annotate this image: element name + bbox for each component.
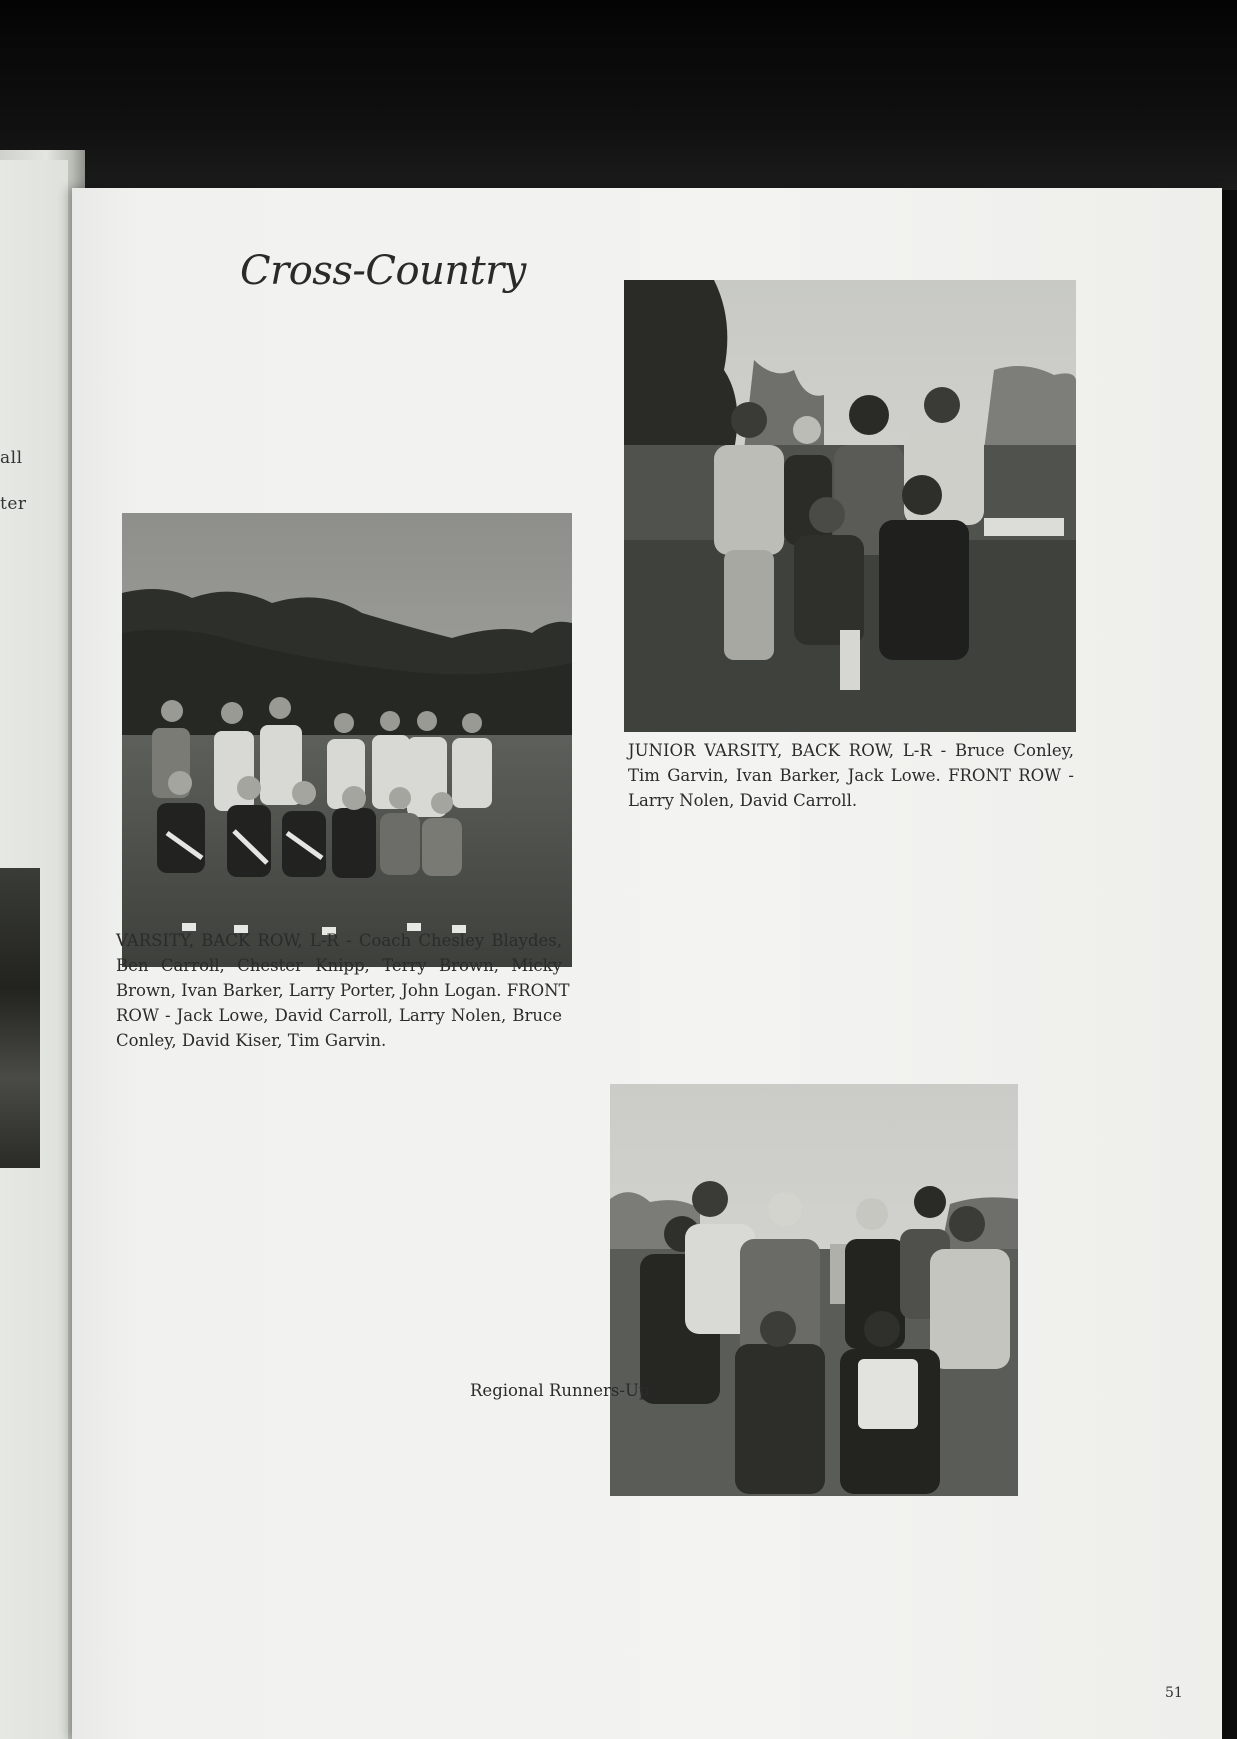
caption-line: Conley, David Kiser, Tim Garvin.: [116, 1031, 387, 1050]
regional-runners-up-photo: [610, 1084, 1018, 1496]
varsity-caption: [116, 928, 570, 1053]
yearbook-page: [72, 188, 1222, 1739]
caption-line: ROW - Jack Lowe, David Carroll, Larry Nolen, Bruce: [116, 1006, 562, 1025]
left-page-fragment-2: ter: [0, 494, 27, 514]
caption-line: Ben Carroll, Chester Knipp, Terry Brown, Micky: [116, 956, 562, 975]
caption-line: Tim Garvin, Ivan Barker, Jack Lowe. FRONT ROW -: [628, 766, 1074, 785]
regional-runners-up-label: Regional Runners-Up: [470, 1381, 650, 1400]
junior-varsity-photo: [624, 280, 1076, 732]
page-title: Cross-Country: [240, 248, 526, 294]
left-page-photo-fragment: [0, 868, 40, 1168]
page-number: 51: [1165, 1685, 1183, 1701]
dark-scan-background: [0, 0, 1237, 190]
junior-varsity-caption: [628, 738, 1074, 813]
caption-line: Larry Nolen, David Carroll.: [628, 791, 858, 810]
caption-line: VARSITY, BACK ROW, L-R - Coach Chesley Blaydes,: [116, 931, 562, 950]
left-page-fragment-1: all: [0, 448, 23, 468]
left-page-edge: [0, 160, 68, 1739]
varsity-team-photo: [122, 513, 572, 967]
caption-line: JUNIOR VARSITY, BACK ROW, L-R - Bruce Conley,: [628, 741, 1074, 760]
caption-line: Brown, Ivan Barker, Larry Porter, John Logan. FRONT: [116, 981, 570, 1000]
